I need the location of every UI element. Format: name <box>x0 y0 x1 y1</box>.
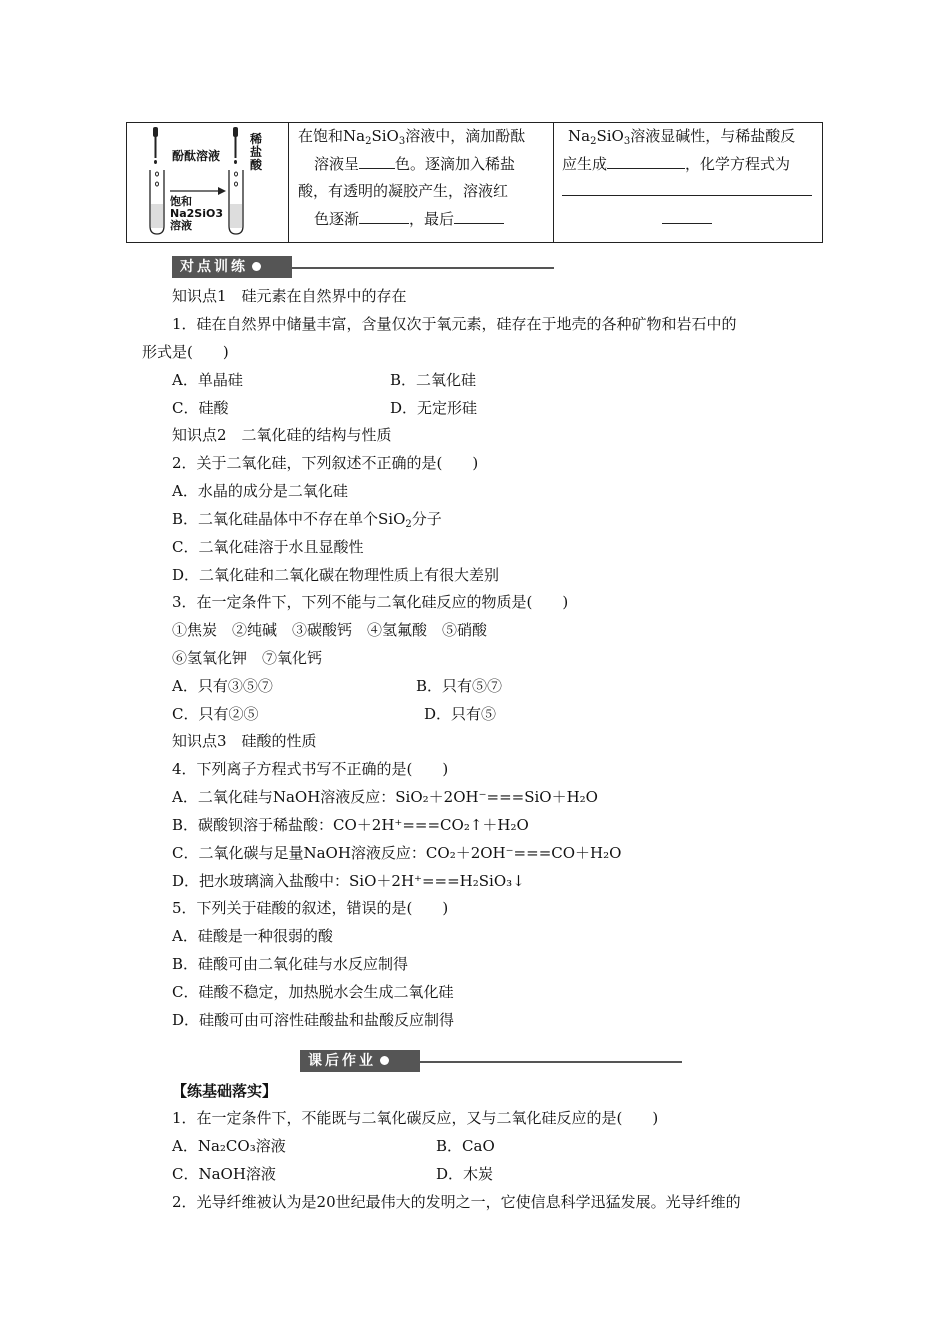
experiment-table <box>126 122 823 243</box>
question-1-option-c: C．硅酸 <box>172 399 229 417</box>
col3-line1: $Na_2SiO_3$溶液显碱性，与稀盐酸反 <box>568 127 796 147</box>
homework-question-1-option-c: C．NaOH溶液 <box>172 1165 276 1183</box>
col2-line2: 溶液呈 色。逐滴加入稀盐 <box>314 154 516 173</box>
question-1-stem: 1．硅在自然界中储量丰富，含量仅次于氧元素，硅存在于地壳的各种矿物和岩石中的 <box>172 315 737 333</box>
question-2-option-b: B．二氧化硅晶体中不存在单个SiO$_2$分子 <box>172 510 442 530</box>
section-banner-homework-label: 课后作业 <box>308 1053 376 1069</box>
section-banner-homework <box>300 1050 420 1072</box>
left-dropper-icon <box>153 127 158 164</box>
question-1-option-a: A．单晶硅 <box>172 371 243 389</box>
question-1-option-b: B．二氧化硅 <box>390 371 477 389</box>
question-4-stem: 4．下列离子方程式书写不正确的是( ) <box>172 760 449 778</box>
question-4-option-d: D．把水玻璃滴入盐酸中：SiO＋2H⁺===H₂SiO₃↓ <box>172 872 525 890</box>
label-indicator: 酚酞溶液 <box>172 149 221 163</box>
question-5-option-c: C．硅酸不稳定，加热脱水会生成二氧化硅 <box>172 983 454 1001</box>
left-test-tube-icon <box>150 170 164 234</box>
label-acid-2: 盐 <box>250 145 263 159</box>
question-1-option-d: D．无定形硅 <box>390 399 478 417</box>
question-1-stem-cont: 形式是( ) <box>142 343 229 361</box>
blank-change <box>359 209 409 224</box>
question-5-option-b: B．硅酸可由二氧化硅与水反应制得 <box>172 955 409 973</box>
arrow-icon <box>170 187 226 195</box>
question-3-option-a: A．只有③⑤⑦ <box>172 677 273 695</box>
section-rule-1 <box>284 267 554 269</box>
table-divider-2 <box>553 122 554 243</box>
question-4-option-b: B．碳酸钡溶于稀盐酸：CO＋2H⁺===CO₂↑＋H₂O <box>172 816 529 834</box>
bullet-dot-icon <box>380 1056 389 1065</box>
blank-product <box>607 154 685 169</box>
question-4-option-c: C．二氧化碳与足量NaOH溶液反应：CO₂＋2OH⁻===CO＋H₂O <box>172 844 622 862</box>
label-acid-3: 酸 <box>250 158 263 172</box>
knowledge-point-1: 知识点1 硅元素在自然界中的存在 <box>172 287 407 305</box>
question-3-option-b: B．只有⑤⑦ <box>416 677 503 695</box>
question-3-items-1: ①焦炭 ②纯碱 ③碳酸钙 ④氢氟酸 ⑤硝酸 <box>172 621 488 639</box>
question-3-stem: 3．在一定条件下，下列不能与二氧化硅反应的物质是( ) <box>172 593 569 611</box>
question-5-stem: 5．下列关于硅酸的叙述，错误的是( ) <box>172 899 449 917</box>
question-5-option-d: D．硅酸可由可溶性硅酸盐和盐酸反应制得 <box>172 1011 455 1029</box>
question-2-option-d: D．二氧化硅和二氧化碳在物理性质上有很大差别 <box>172 566 500 584</box>
right-dropper-icon <box>233 127 238 164</box>
blank-equation-2 <box>662 209 712 224</box>
label-sat-3: 溶液 <box>170 219 192 232</box>
question-2-option-c: C．二氧化硅溶于水且显酸性 <box>172 538 364 556</box>
table-cell-conclusion <box>562 123 816 233</box>
section-banner-practice-label: 对点训练 <box>180 259 248 275</box>
section-rule-2 <box>412 1061 682 1063</box>
section-banner-practice <box>172 256 292 278</box>
label-acid <box>250 133 262 172</box>
question-4-option-a: A．二氧化硅与NaOH溶液反应：SiO₂＋2OH⁻===SiO＋H₂O <box>172 788 598 806</box>
homework-question-1-option-a: A．Na₂CO₃溶液 <box>172 1137 286 1155</box>
col3-line2: 应生成 ，化学方程式为 <box>562 154 791 173</box>
label-acid-1: 稀 <box>250 132 263 146</box>
label-sat-1: 饱和 <box>170 195 192 208</box>
label-sat-2: Na2SiO3 <box>170 207 223 220</box>
right-test-tube-icon <box>229 170 243 234</box>
question-3-option-d: D．只有⑤ <box>424 705 497 723</box>
question-3-items-2: ⑥氢氧化钾 ⑦氧化钙 <box>172 649 323 667</box>
table-divider-1 <box>288 122 289 243</box>
blank-equation-1 <box>562 181 812 196</box>
blank-final <box>454 209 504 224</box>
homework-question-1-option-d: D．木炭 <box>436 1165 494 1183</box>
col2-line3: 酸，有透明的凝胶产生，溶液红 <box>298 182 509 200</box>
question-2-stem: 2．关于二氧化硅，下列叙述不正确的是( ) <box>172 454 479 472</box>
col3-line3 <box>562 178 816 206</box>
table-cell-phenomenon <box>298 123 548 233</box>
subsection-heading: 【练基础落实】 <box>172 1082 278 1100</box>
bullet-dot-icon <box>252 262 261 271</box>
col2-line1: 在饱和$Na_2SiO_3$溶液中，滴加酚酞 <box>298 127 526 147</box>
homework-question-2-stem: 2．光导纤维被认为是20世纪最伟大的发明之一，它使信息科学迅猛发展。光导纤维的 <box>172 1193 741 1211</box>
col2-line4: 色逐渐 ，最后 <box>298 206 548 234</box>
col3-line4 <box>562 206 816 234</box>
question-5-option-a: A．硅酸是一种很弱的酸 <box>172 927 333 945</box>
knowledge-point-3: 知识点3 硅酸的性质 <box>172 732 317 750</box>
knowledge-point-2: 知识点2 二氧化硅的结构与性质 <box>172 426 392 444</box>
question-3-option-c: C．只有②⑤ <box>172 705 259 723</box>
homework-question-1-stem: 1．在一定条件下，不能既与二氧化碳反应，又与二氧化硅反应的是( ) <box>172 1109 659 1127</box>
table-border-right <box>822 122 823 243</box>
experiment-figure <box>126 122 288 243</box>
label-saturated <box>170 196 223 232</box>
question-2-option-a: A．水晶的成分是二氧化硅 <box>172 482 348 500</box>
homework-question-1-option-b: B．CaO <box>436 1137 495 1155</box>
blank-color <box>359 154 395 169</box>
